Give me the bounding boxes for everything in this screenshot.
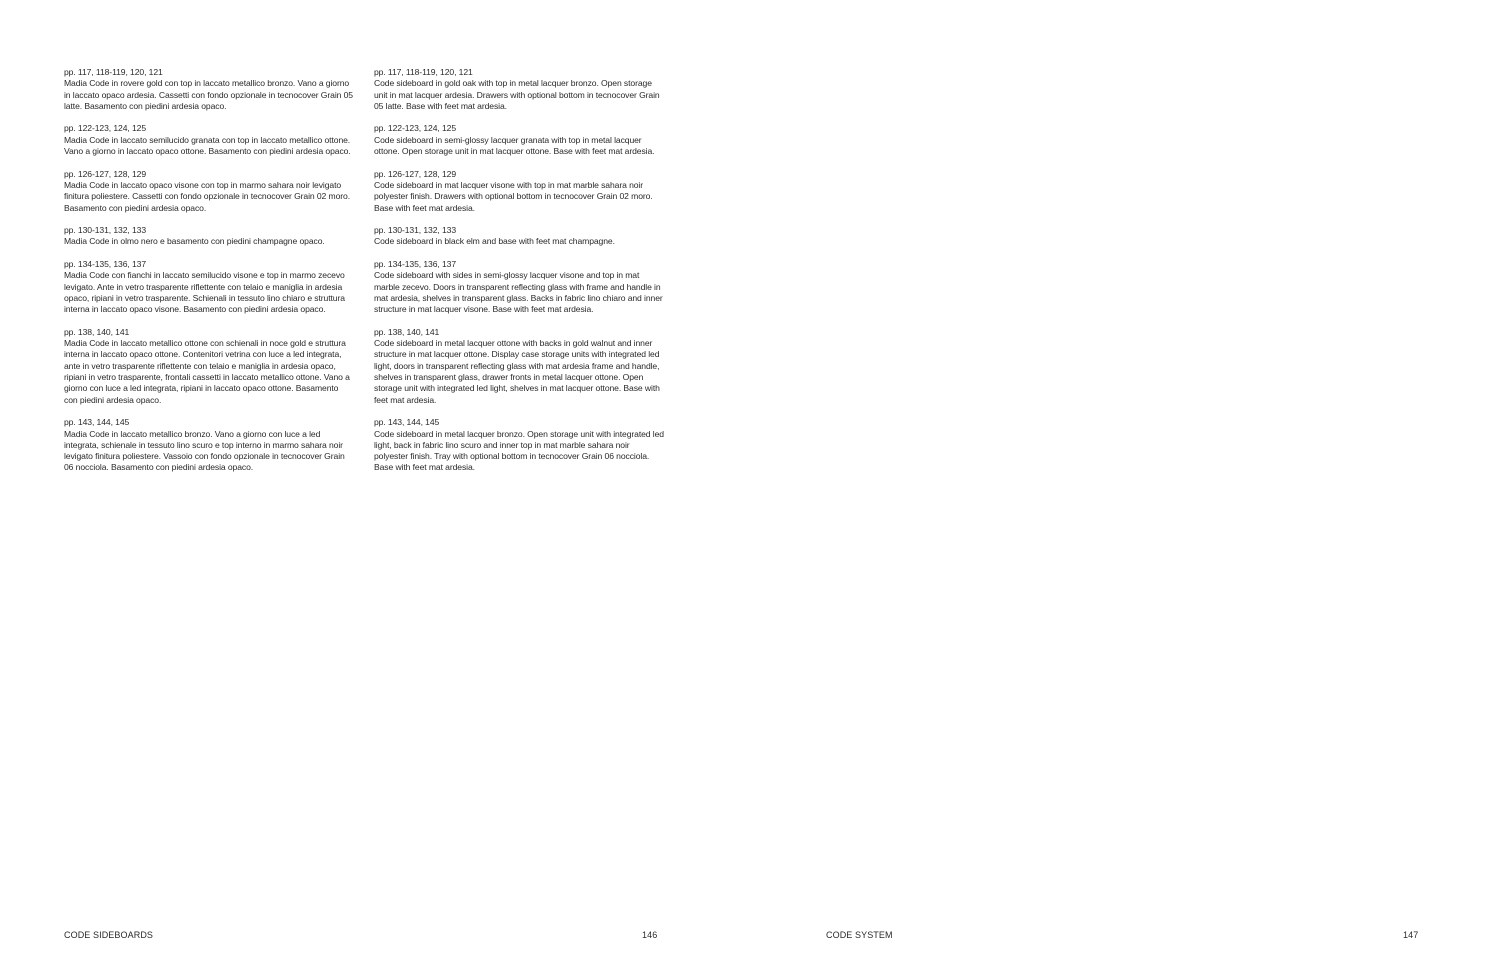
entry-english-1 <box>374 67 664 112</box>
entry-pages: pp. 143, 144, 145 <box>64 417 130 428</box>
entry-italian-2 <box>64 123 354 157</box>
entry-pages: pp. 138, 140, 141 <box>374 326 440 337</box>
entry-pages: pp. 138, 140, 141 <box>64 326 130 337</box>
footer-left-title: CODE SIDEBOARDS <box>64 930 154 940</box>
entry-description: Code sideboard with sides in semi-glossy lacquer visone and top in mat marble zecevo. Doors in transparent reflecting glass with frame and handle in mat ardesia, shelves in transparent glass. Backs in fabric lino chiaro and inner structure in mat lacquer visone. Base with feet mat ardesia. <box>374 270 663 315</box>
entry-english-2 <box>374 123 664 157</box>
entry-pages: pp. 117, 118-119, 120, 121 <box>64 67 163 77</box>
entry-description: Code sideboard in gold oak with top in metal lacquer bronzo. Open storage unit in mat lacquer ardesia. Drawers with optional bottom in tecnocover Grain 05 latte. Base with feet mat ardesia. <box>374 78 660 111</box>
footer-left-page-number: 146 <box>642 930 658 940</box>
entry-description: Madia Code in laccato metallico ottone con schienali in noce gold e struttura interna in laccato opaco ottone. Contenitori vetrina con luce a led integrata, ante in vetro trasparente riflettente con telaio e maniglia in ardesia opaco, ripiani in vetro trasparente, frontali cassetti in laccato metallico ottone. Vano a giorno con luce a led integrata, ripiani in laccato opaco ottone. Basamento con piedini ardesia opaco. <box>64 338 350 405</box>
entry-description: Madia Code con fianchi in laccato semilucido visone e top in marmo zecevo levigato. Ante in vetro trasparente riflettente con telaio e maniglia in ardesia opaco, ripiani in vetro trasparente. Schienali in tessuto lino chiaro e struttura interna in laccato opaco visone. Basamento con piedini ardesia opaco. <box>64 270 345 315</box>
entry-pages: pp. 126-127, 128, 129 <box>64 168 146 179</box>
entry-pages: pp. 130-131, 132, 133 <box>374 225 456 236</box>
entry-description: Madia Code in laccato opaco visone con top in marmo sahara noir levigato finitura poliestere. Cassetti con fondo opzionale in tecnocover Grain 02 moro. Basamento con piedini ardesia opaco. <box>64 179 350 213</box>
entry-description: Madia Code in olmo nero e basamento con piedini champagne opaco. <box>64 236 325 247</box>
entry-english-5 <box>374 259 664 315</box>
entry-english-3 <box>374 169 664 214</box>
entry-pages: pp. 117, 118-119, 120, 121 <box>374 67 473 77</box>
entry-italian-6 <box>64 327 354 406</box>
entry-description: Code sideboard in metal lacquer ottone with backs in gold walnut and inner structure in mat lacquer ottone. Display case storage units with integrated led light, doors in transparent reflecting glass with mat ardesia frame and handle, shelves in transparent glass, drawer fronts in metal lacquer ottone. Open storage unit with integrated led light, shelves in mat lacquer ottone. Base with feet mat ardesia. <box>374 338 660 405</box>
entry-description: Madia Code in laccato semilucido granata con top in laccato metallico ottone. Vano a giorno in laccato opaco ottone. Basamento con piedini ardesia opaco. <box>64 134 351 157</box>
entry-english-6 <box>374 327 664 406</box>
entry-description: Madia Code in laccato metallico bronzo. Vano a giorno con luce a led integrata, schienale in tessuto lino scuro e top interno in marmo sahara noir levigato finitura poliestere. Vassoio con fondo opzionale in tecnocover Grain 06 nocciola. Basamento con piedini ardesia opaco. <box>64 428 345 473</box>
entry-description: Code sideboard in black elm and base with feet mat champagne. <box>374 236 615 247</box>
entry-italian-4 <box>64 225 354 248</box>
footer-right-page-number: 147 <box>1403 930 1419 940</box>
entry-pages: pp. 126-127, 128, 129 <box>374 168 456 179</box>
entry-pages: pp. 134-135, 136, 137 <box>374 259 456 270</box>
entry-pages: pp. 122-123, 124, 125 <box>374 123 456 134</box>
entry-description: Code sideboard in semi-glossy lacquer granata with top in metal lacquer ottone. Open storage unit in mat lacquer ottone. Base with feet mat ardesia. <box>374 134 655 157</box>
entry-italian-5 <box>64 259 354 315</box>
entry-description: Madia Code in rovere gold con top in laccato metallico bronzo. Vano a giorno in laccato opaco ardesia. Cassetti con fondo opzionale in tecnocover Grain 05 latte. Basamento con piedini ardesia opaco. <box>64 78 353 111</box>
entry-description: Code sideboard in metal lacquer bronzo. Open storage unit with integrated led light, back in fabric lino scuro and inner top in mat marble sahara noir polyester finish. Tray with optional bottom in tecnocover Grain 06 nocciola. Base with feet mat ardesia. <box>374 428 664 473</box>
entry-pages: pp. 143, 144, 145 <box>374 417 440 428</box>
entry-english-4 <box>374 225 664 248</box>
english-column <box>374 67 664 485</box>
italian-column <box>64 67 354 485</box>
entry-italian-3 <box>64 169 354 214</box>
entry-pages: pp. 134-135, 136, 137 <box>64 259 146 270</box>
entry-italian-1 <box>64 67 354 112</box>
entry-english-7 <box>374 417 664 473</box>
footer-right-title: CODE SYSTEM <box>826 930 893 940</box>
entry-pages: pp. 122-123, 124, 125 <box>64 123 146 134</box>
entry-description: Code sideboard in mat lacquer visone with top in mat marble sahara noir polyester finish. Drawers with optional bottom in tecnocover Grain 02 moro. Base with feet mat ardesia. <box>374 179 653 213</box>
entry-pages: pp. 130-131, 132, 133 <box>64 225 146 236</box>
entry-italian-7 <box>64 417 354 473</box>
